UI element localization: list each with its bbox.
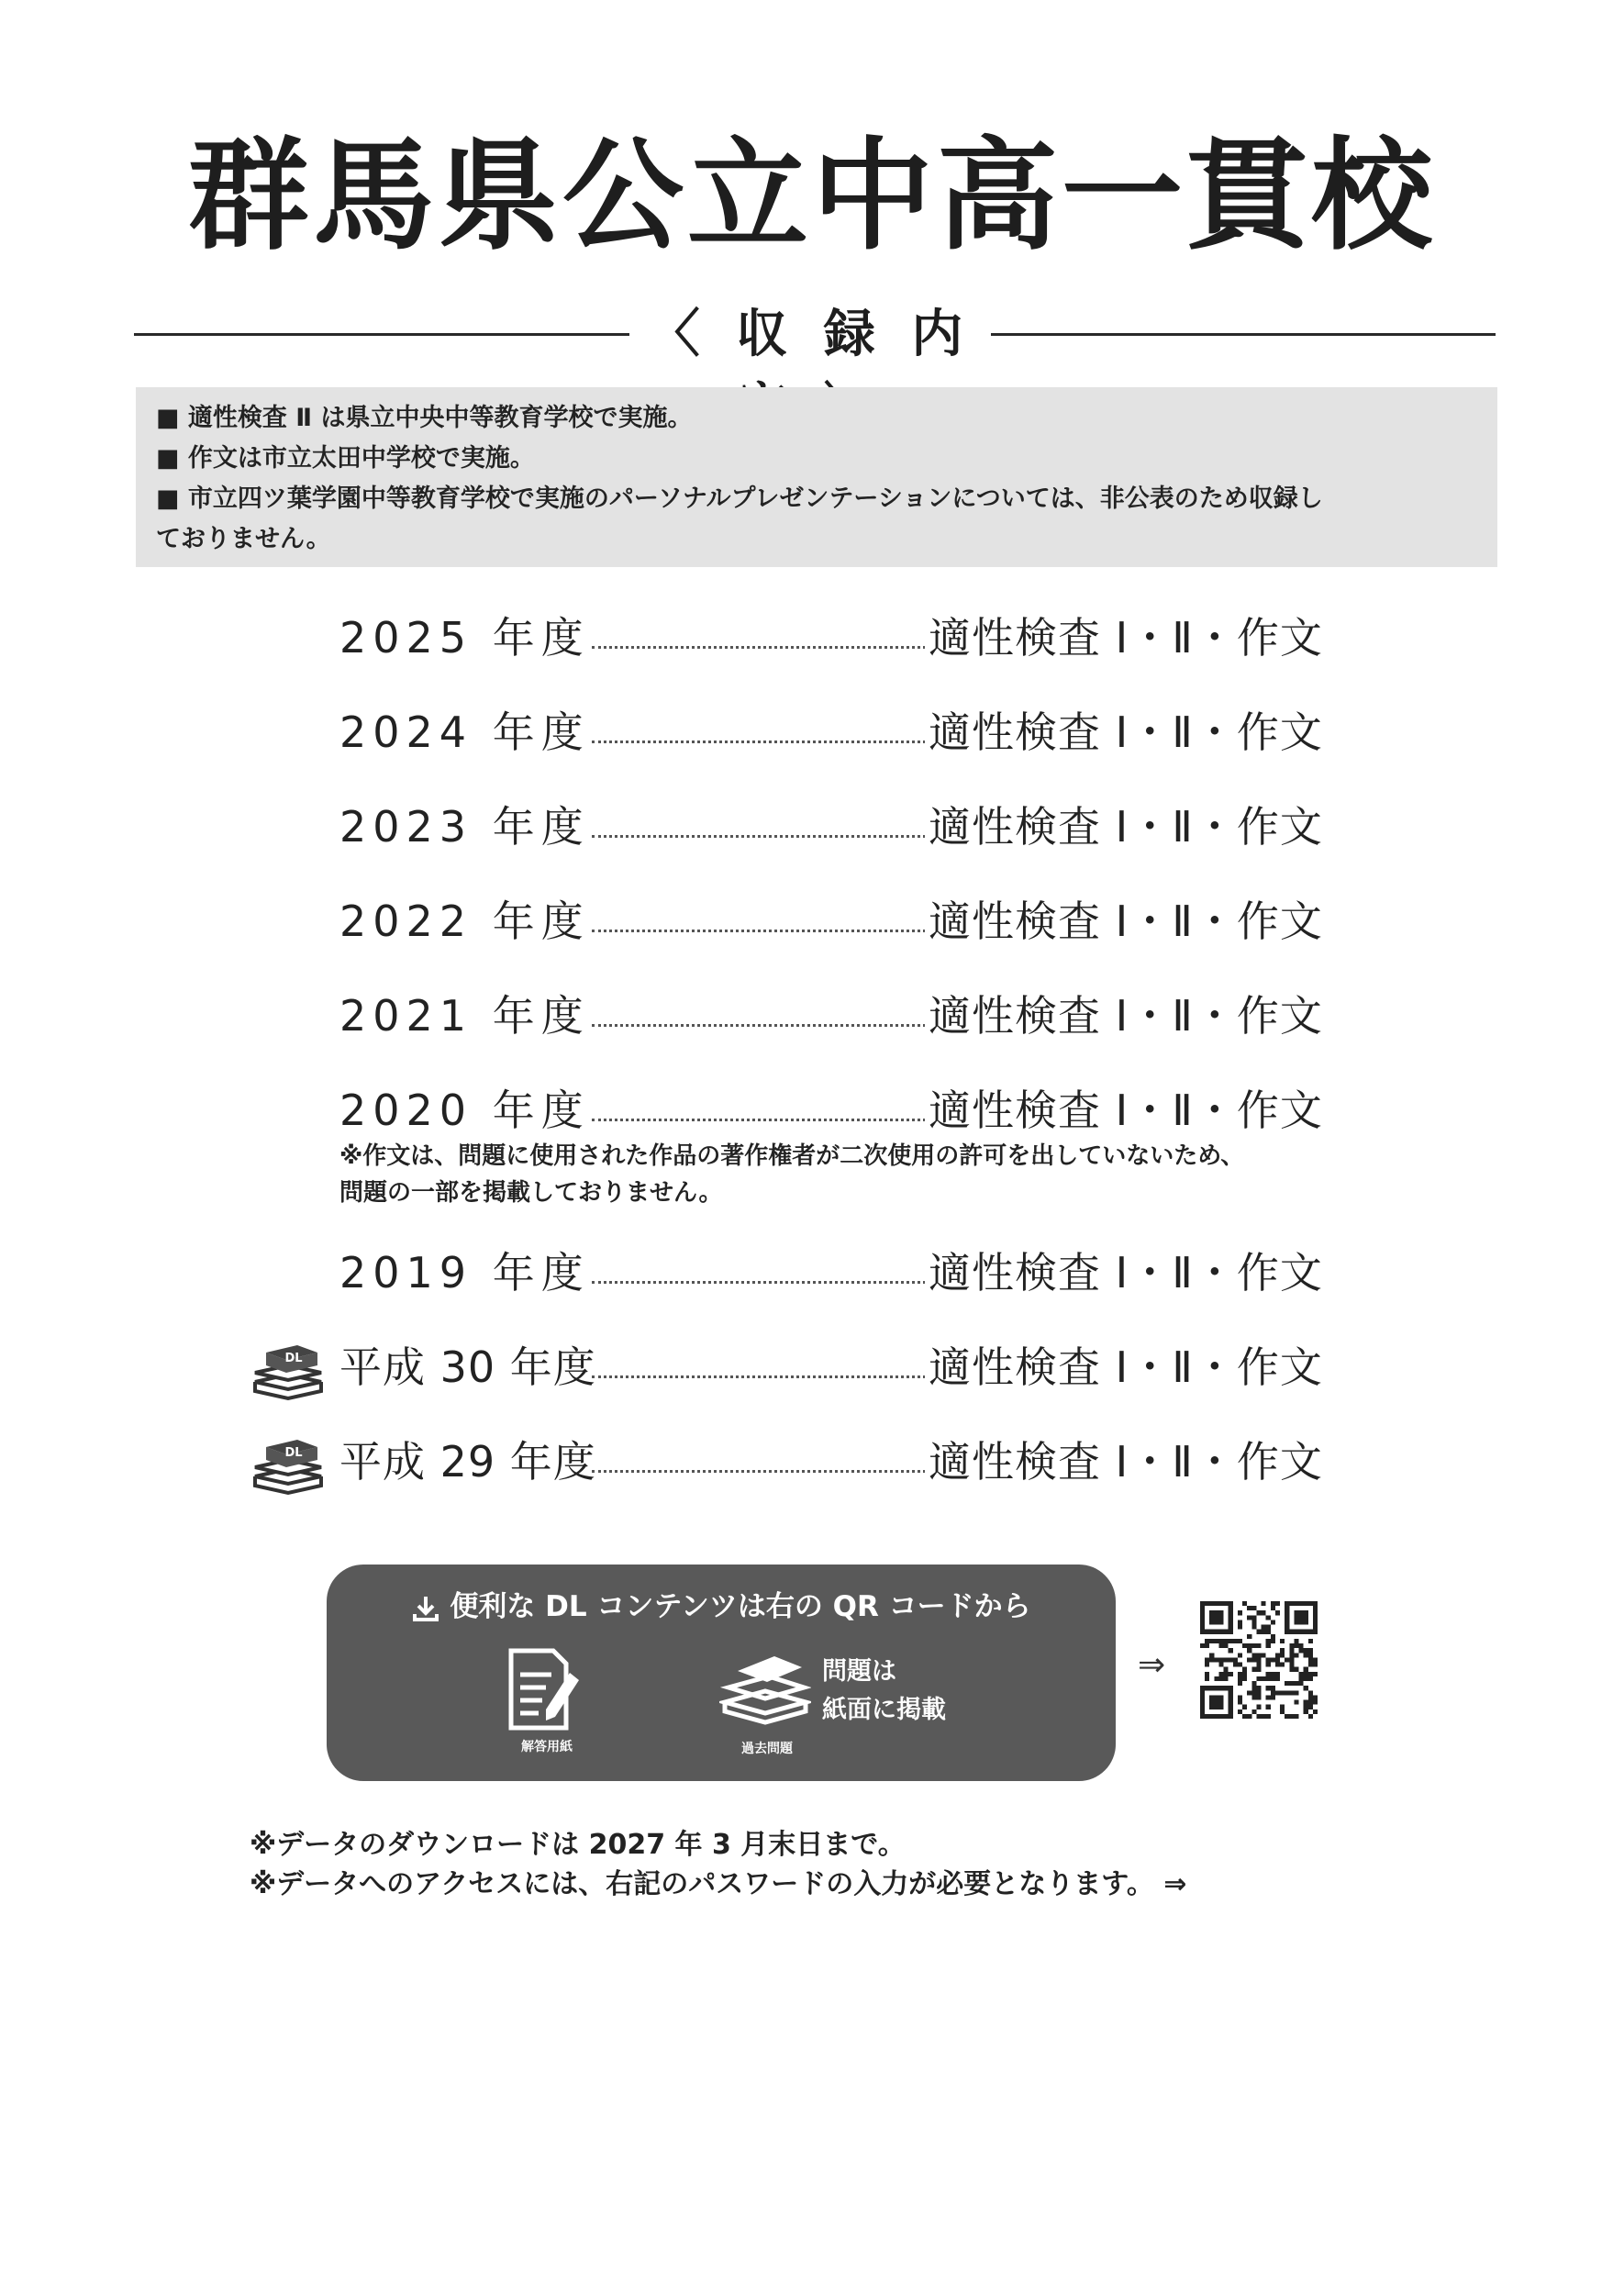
row-subject: 適性検査 Ⅰ・Ⅱ・作文 [925,606,1323,670]
section-heading [134,298,1496,372]
row-year: 2024 年度 [339,707,590,757]
row-year: 2022 年度 [339,896,590,946]
row-subject: 適性検査 Ⅰ・Ⅱ・作文 [925,889,1323,953]
contents-row [339,606,1330,670]
note-line: ■ 適性検査 Ⅱ は県立中央中等教育学校で実施。 [156,404,693,432]
books-icon [719,1651,811,1728]
row-subject: 適性検査 Ⅰ・Ⅱ・作文 [925,1078,1323,1142]
note-line: ■ 市立四ツ葉学園中等教育学校で実施のパーソナルプレゼンテーションについては、非公表のため収録し [156,484,1323,513]
row-note-line: ※作文は、問題に使用された作品の著作権者が二次使用の許可を出していないため、 [339,1142,1245,1170]
books-text-line: 紙面に掲載 [822,1696,946,1724]
dl-book-icon [248,1342,327,1406]
row-year: 2020 年度 [339,1086,590,1135]
download-panel [327,1565,1116,1781]
row-year: 平成 30 年度 [339,1342,596,1392]
contents-row [339,795,1330,859]
contents-row [339,1078,1330,1142]
download-icon [411,1594,440,1623]
books-caption: 過去問題 [741,1742,793,1756]
dl-book-icon [248,1436,327,1500]
section-heading-label: 〈 収 録 内 [648,305,973,364]
row-subject: 適性検査 Ⅰ・Ⅱ・作文 [925,1430,1323,1494]
footnote: ※データへのアクセスには、右記のパスワードの入力が必要となります。 ⇒ [250,1868,1187,1900]
row-year: 2019 年度 [339,1248,590,1297]
note-line: ■ 作文は市立太田中学校で実施。 [156,444,535,473]
dl-label: DL [284,1352,303,1365]
row-note-line: 問題の一部を掲載しておりません。 [339,1179,723,1207]
answer-sheet-icon [506,1647,584,1732]
row-subject: 適性検査 Ⅰ・Ⅱ・作文 [925,700,1323,764]
row-subject: 適性検査 Ⅰ・Ⅱ・作文 [925,1241,1323,1305]
qr-code[interactable] [1200,1601,1318,1719]
dl-label: DL [284,1446,303,1460]
row-note [339,1138,1349,1211]
answer-sheet-caption: 解答用紙 [521,1740,573,1754]
arrow-to-qr: ⇒ [1138,1646,1166,1684]
contents-row [339,984,1330,1048]
contents-row [339,1241,1330,1305]
row-subject: 適性検査 Ⅰ・Ⅱ・作文 [925,795,1323,859]
heading-rule-left [134,333,629,336]
row-year: 2023 年度 [339,802,590,852]
download-panel-heading-text: 便利な DL コンテンツは右の QR コードから [450,1590,1031,1623]
row-year: 平成 29 年度 [339,1437,596,1487]
row-year: 2025 年度 [339,613,590,663]
contents-row [339,889,1330,953]
row-subject: 適性検査 Ⅰ・Ⅱ・作文 [925,1335,1323,1399]
row-subject: 適性検査 Ⅰ・Ⅱ・作文 [925,984,1323,1048]
page-title: 群馬県公立中高一貫校 [188,126,1436,267]
note-line: ておりません。 [156,525,331,553]
books-text-line: 問題は [822,1657,896,1686]
footnote: ※データのダウンロードは 2027 年 3 月末日まで。 [250,1829,906,1861]
contents-row [339,1430,1330,1494]
download-panel-heading [327,1583,1116,1624]
contents-row [339,700,1330,764]
heading-rule-right [991,333,1496,336]
notes-box [136,387,1497,567]
contents-row [339,1335,1330,1399]
books-text [822,1653,946,1730]
row-year: 2021 年度 [339,991,590,1041]
